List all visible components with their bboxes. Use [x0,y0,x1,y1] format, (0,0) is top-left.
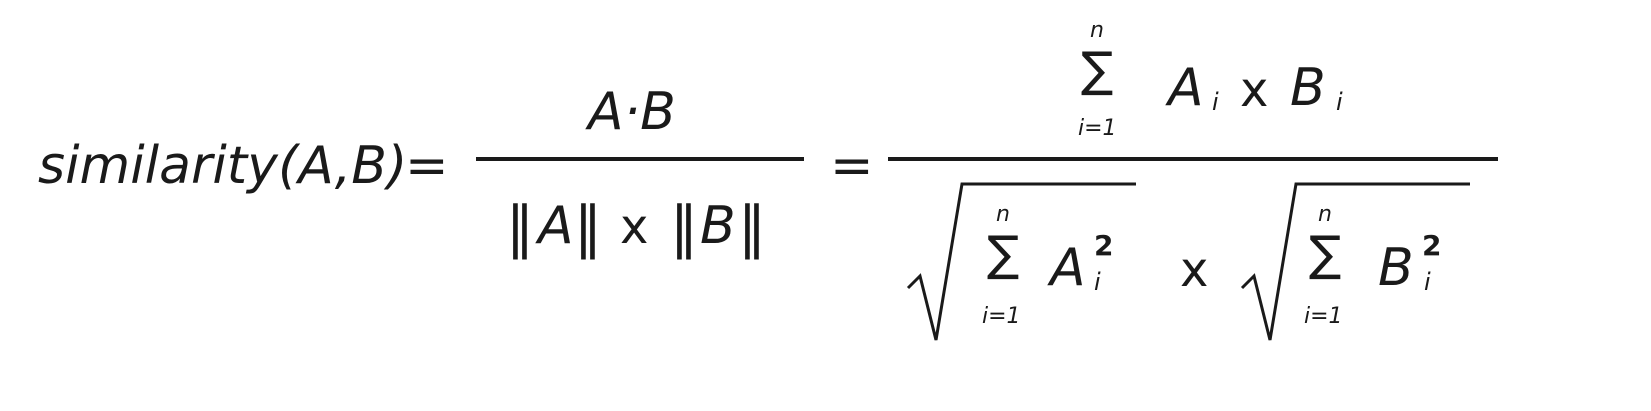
sqrt-a-sum-lower: i=1 [982,304,1021,329]
num-sum-lower: i=1 [1078,116,1117,141]
times-sign-1: x [620,199,649,255]
denom-b: B [700,196,736,256]
sqrt-b-sum-icon: ∑ [1309,226,1342,282]
norm-open-b: ‖ [670,195,698,260]
num-a: A [1168,58,1204,118]
denom-a: A [538,196,574,256]
sqrt-b-radical-icon [1240,180,1476,346]
norm-close-a: ‖ [574,195,602,260]
sqrt-a-sum-upper: n [996,202,1010,227]
equals-sign-2: = [830,136,874,196]
sqrt-a-sup: 2 [1094,229,1114,262]
lhs-similarity: similarity(A,B) [38,136,408,196]
sqrt-a-sub: i [1094,268,1101,296]
num-b: B [1290,58,1326,118]
frac1-bar [476,157,804,161]
sqrt-b-sup: 2 [1422,229,1442,262]
norm-close-b: ‖ [738,195,766,260]
equals-sign-1: = [405,136,449,196]
frac2-bar [888,157,1498,161]
sqrt-b-sum-upper: n [1318,202,1332,227]
sqrt-a-sum-icon: ∑ [987,226,1020,282]
times-sign-3: x [1180,242,1209,298]
sqrt-b-sum-lower: i=1 [1304,304,1343,329]
norm-open-a: ‖ [506,195,534,260]
num-sum-icon: ∑ [1081,42,1114,98]
frac1-numerator: A·B [588,82,676,142]
sqrt-b-base: B [1378,238,1414,298]
sqrt-a-radical-icon [906,180,1142,346]
num-a-sub: i [1212,88,1219,116]
sqrt-a-base: A [1050,238,1086,298]
sqrt-b-sub: i [1424,268,1431,296]
num-b-sub: i [1336,88,1343,116]
times-sign-2: x [1240,62,1269,118]
num-sum-upper: n [1090,18,1104,43]
